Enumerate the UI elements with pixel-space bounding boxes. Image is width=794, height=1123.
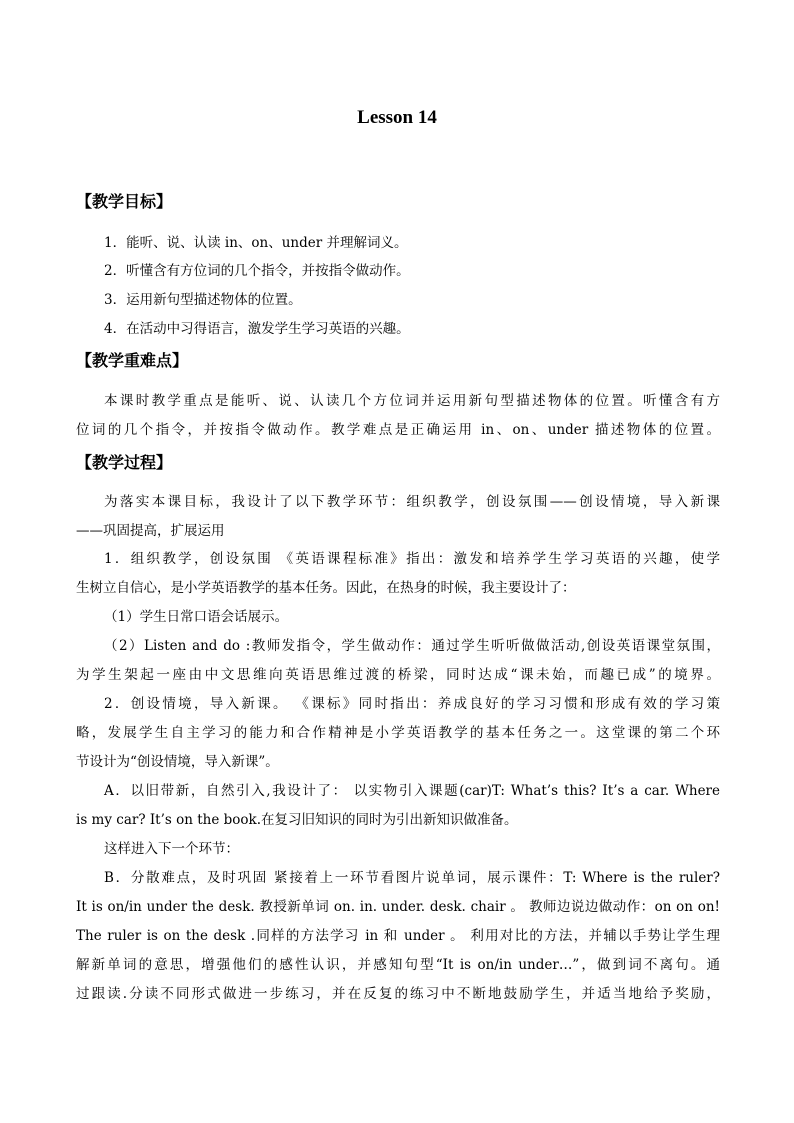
process-line: 为落实本课目标，我设计了以下教学环节：组织教学，创设氛围——创设情境，导入新课 <box>104 494 720 510</box>
process-line: 略，发展学生自主学习的能力和合作精神是小学英语教学的基本任务之一。这堂课的第二个环 <box>76 725 720 741</box>
page-title: Lesson 14 <box>357 107 437 128</box>
section-heading-objectives: 【教学目标】 <box>76 192 173 211</box>
process-line: 这样进入下一个环节： <box>104 841 239 857</box>
process-line: 为学生架起一座由中文思维向英语思维过渡的桥梁，同时达成“课未始，而趣已成”的境界。 <box>76 667 720 683</box>
process-line: A．以旧带新，自然引入,我设计了： 以实物引入课题(car)T: What’s this? It’s a car. Where <box>104 783 720 799</box>
process-line: ——巩固提高，扩展运用 <box>76 523 225 539</box>
objective-item: 3．运用新句型描述物体的位置。 <box>104 292 302 308</box>
section-heading-process: 【教学过程】 <box>76 453 173 472</box>
key-points-line: 本课时教学重点是能听、说、认读几个方位词并运用新句型描述物体的位置。听懂含有方 <box>104 393 720 409</box>
process-line: （2）Listen and do :教师发指令，学生做动作：通过学生听听做做活动,创设英语课堂氛围， <box>104 638 720 654</box>
process-line: 过跟读.分读不同形式做进一步练习，并在反复的练习中不断地鼓励学生，并适当地给予奖励， <box>76 986 720 1002</box>
process-line: It is on/in under the desk. 教授新单词 on. in. under. desk. chair 。 教师边说边做动作：on on on! <box>76 899 720 915</box>
section-heading-key-points: 【教学重难点】 <box>76 351 189 370</box>
process-line: 2．创设情境，导入新课。 《课标》同时指出：养成良好的学习习惯和形成有效的学习策 <box>104 696 720 712</box>
process-line: 解新单词的意思，增强他们的感性认识，并感知句型“It is on/in under…”，做到词不离句。通 <box>76 957 720 973</box>
objective-item: 4．在活动中习得语言，激发学生学习英语的兴趣。 <box>104 321 410 337</box>
process-line: B．分散难点，及时巩固 紧接着上一环节看图片说单词，展示课件：T: Where is the ruler? <box>104 870 720 886</box>
process-line: 1．组织教学，创设氛围 《英语课程标准》指出：激发和培养学生学习英语的兴趣，使学 <box>104 551 720 567</box>
process-line: The ruler is on the desk .同样的方法学习 in 和 under 。 利用对比的方法，并辅以手势让学生理 <box>76 928 720 944</box>
process-line: （1）学生日常口语会话展示。 <box>104 609 289 625</box>
process-line: 生树立自信心，是小学英语教学的基本任务。因此，在热身的时候，我主要设计了： <box>76 580 576 596</box>
objective-item: 1．能听、说、认读 in、on、under 并理解词义。 <box>104 235 408 251</box>
objective-item: 2．听懂含有方位词的几个指令，并按指令做动作。 <box>104 263 410 279</box>
process-line: is my car? It’s on the book.在复习旧知识的同时为引出新知识做准备。 <box>76 812 518 828</box>
process-line: 节设计为“创设情境，导入新课”。 <box>76 754 279 770</box>
key-points-line: 位词的几个指令，并按指令做动作。教学难点是正确运用 in、on、under 描述物体的位置。 <box>76 422 720 438</box>
